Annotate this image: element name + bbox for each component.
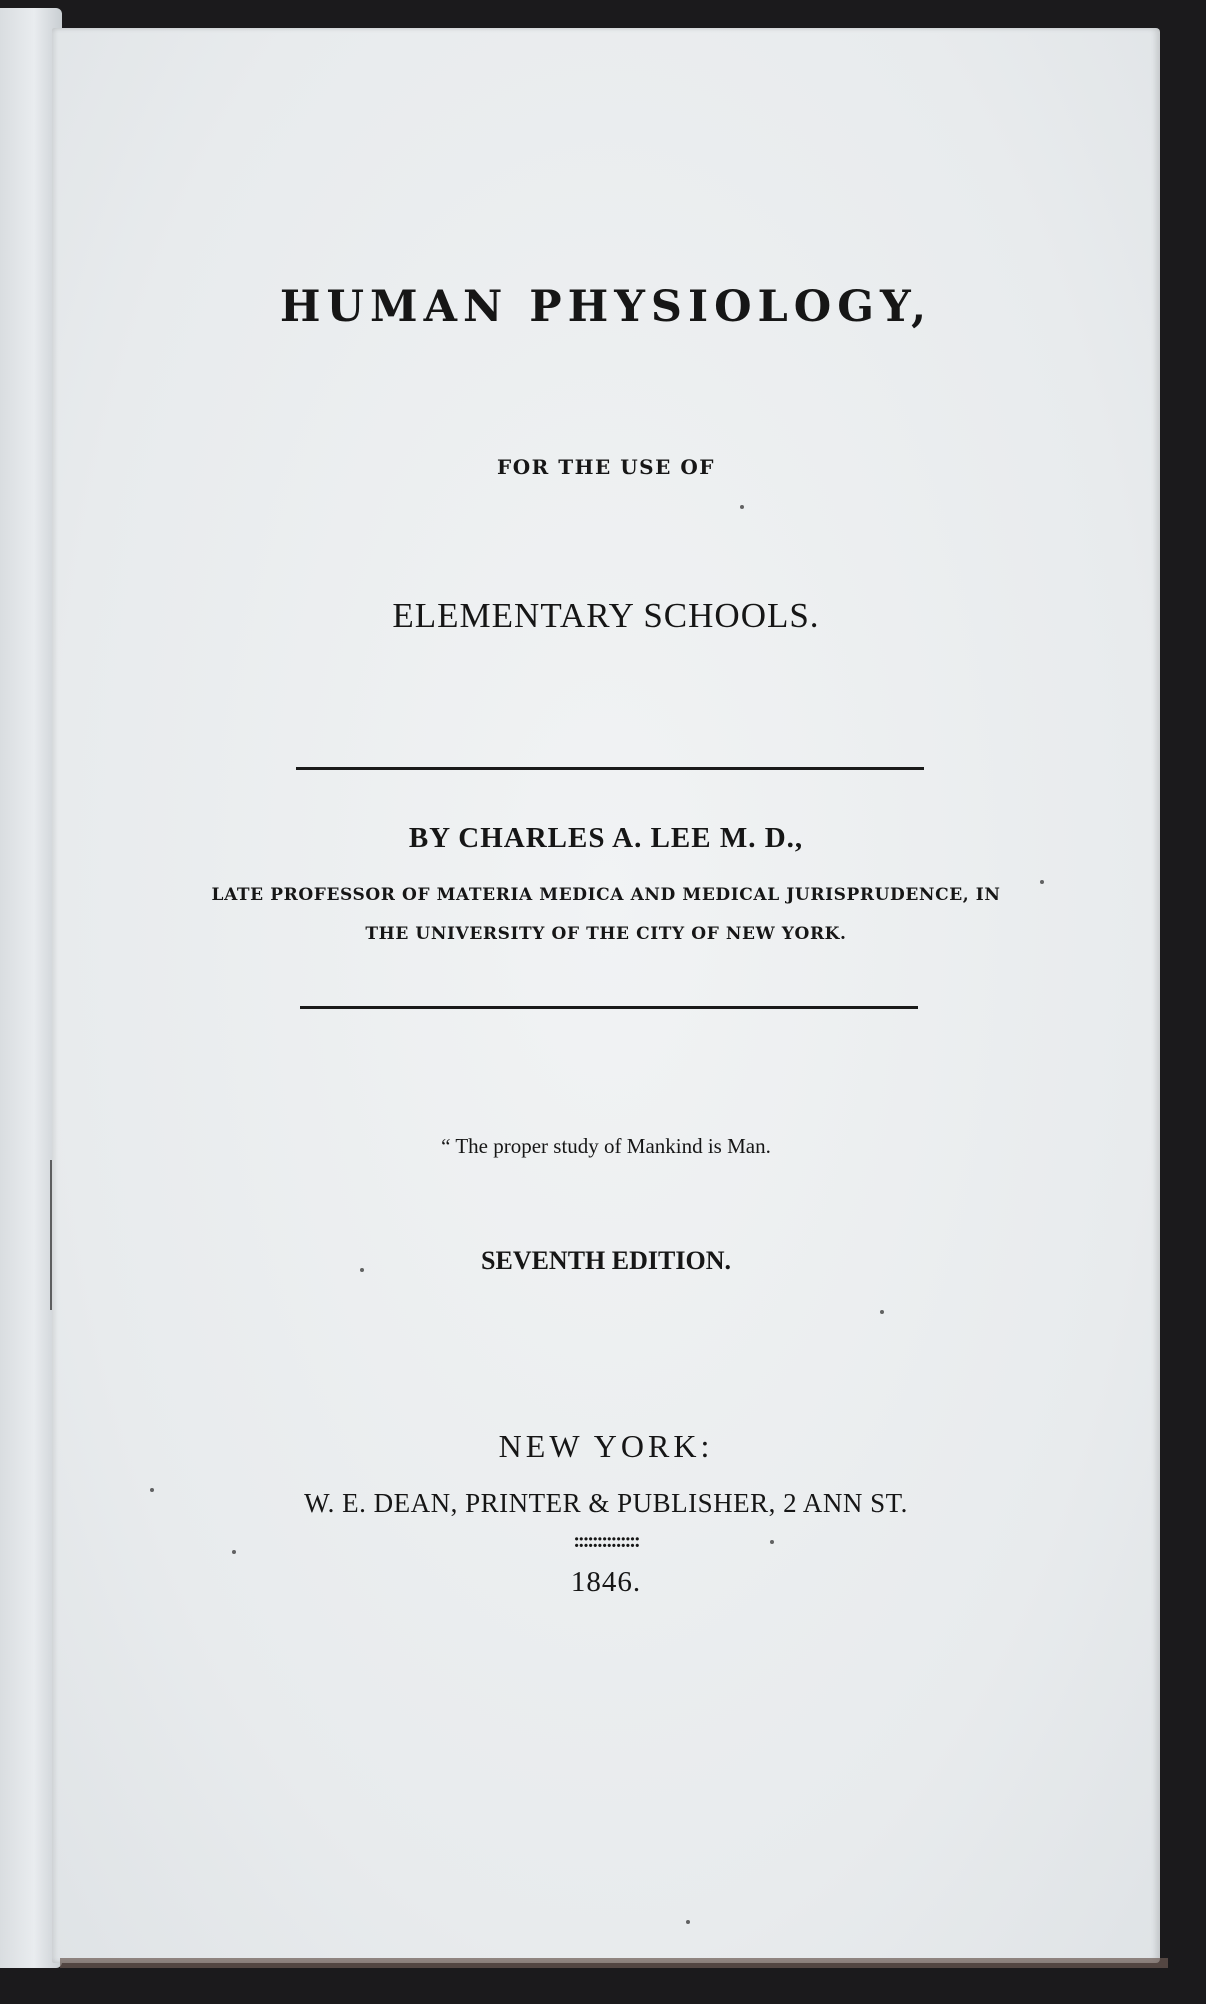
ornament-divider: :::::::::::::: (573, 1530, 639, 1552)
foxing-speck (1040, 880, 1044, 884)
foxing-speck (740, 505, 744, 509)
affiliation-line-1: LATE PROFESSOR OF MATERIA MEDICA AND MEDICAL JURISPRUDENCE, IN (211, 885, 1001, 905)
foxing-speck (150, 1488, 154, 1492)
foxing-speck (686, 1920, 690, 1924)
publication-year: 1846. (570, 1566, 642, 1598)
epigraph: “ The proper study of Mankind is Man. (441, 1134, 771, 1158)
edition-line: SEVENTH EDITION. (481, 1246, 731, 1275)
book-title: HUMAN PHYSIOLOGY, (279, 282, 933, 332)
top-rule (296, 767, 924, 770)
for-use-of-line: FOR THE USE OF (497, 455, 715, 479)
foxing-speck (770, 1540, 774, 1544)
audience-line: ELEMENTARY SCHOOLS. (392, 596, 820, 635)
affiliation-line-2: THE UNIVERSITY OF THE CITY OF NEW YORK. (365, 924, 847, 944)
bottom-rule (300, 1006, 918, 1009)
foxing-speck (880, 1310, 884, 1314)
foxing-speck (360, 1268, 364, 1272)
author-line: BY CHARLES A. LEE M. D., (408, 822, 804, 854)
page-bottom-edge (60, 1958, 1168, 1968)
imprint-city: NEW YORK: (498, 1428, 714, 1464)
foxing-speck (232, 1550, 236, 1554)
publisher-line: W. E. DEAN, PRINTER & PUBLISHER, 2 ANN ST. (304, 1488, 908, 1518)
